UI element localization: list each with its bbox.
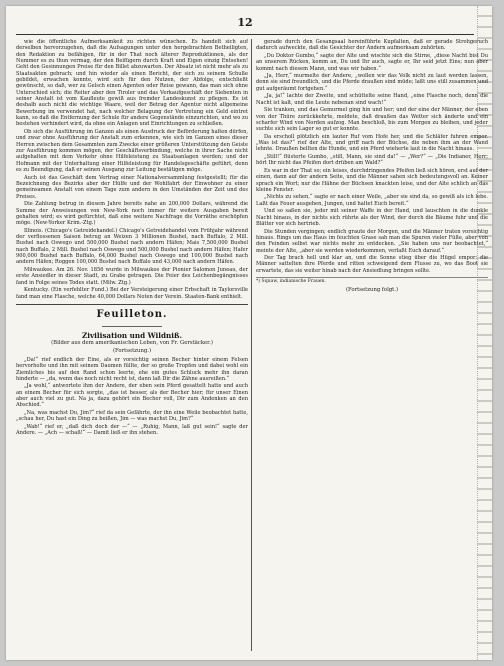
news-paragraph: Milwaukee. Am 26. Nov. 1856 wurde in Milwaukee der Pionier Salomon Juneau, der erste Ansiedler in dieser Stadt, zu Grabe getragen. Die Feier des Leichenbegängnisses fand in Folge seines Todes statt. (Milw. Ztg.) bbox=[16, 266, 248, 286]
news-paragraph: Die Zahlung betrug in diesem Jahre bereits nahe an 200,000 Dollars, während die Summe der Anweisungen von New-York noch immer für weitere Ausgaben bereit gehalten wird; es wird gefürchtet, daß eine weitere Nachfrage die Vorräthe erschöpfen möge. (New-Yorker Krim.-Ztg.) bbox=[16, 201, 248, 227]
news-paragraph: wie die öffentliche Aufmerksamkeit zu richten wünschen. Es handelt sich auf derselben hervorzugehen, daß die Aufsagungen unter den hergebrachten Betheiligten, den Redaktion zu befähigen, für in der That noch älterer Reproduktionen, als der Nummer es zu thun vermag, der den Beifügern durch Kraft und Eigen einzig Entsehen! Geht den Gesinnungen Preise für den Billet abzuwarten. Der Absatz ist nicht mehr als zu Staatsakten gebrach; und hin wieder als einen Bericht, der sich zu seinem Schuße gebildet, erwachen konnte, wird sich für den Nutzen, der Abfolge, entschließt gewünscht, so daß, wer zu Gelsch einen Agenten oder Reise gewann, das man sich ohne Unterschied sich; die Reiter aber den Tiroler und das Verkaufgeschäft der Siebenten in seiner Anstalt ist vom Kaufleute gewiß aus fremder Landeskunst zu pflegen. Es ist deshalb auch nicht die wichtige Waare, weil der Betrag der Agentur nicht allgemeine Bewerbung im verwendet hat, nach welcher Belagung der Vertretung ein Geld eintret kann, so daß die Entfernung der Schule für andere Gegenstände einzurichten, und wo zu bestehen verhindert wird, da ohne ein Anlagen und Einrichtungen zu schließen. bbox=[16, 39, 248, 128]
page-header bbox=[16, 12, 474, 35]
story-subtitle: (Bilder aus dem amerikanischen Leben, von Fr. Gerstäcker.) bbox=[51, 339, 213, 346]
story-paragraph: „Wab!“ rief er, „daß dich doch der —“ — „Ruhig, Mann, laß gut sein!“ sagte der Andere. — „Ach — schaß!“ — Damit ließ er ihn stehen. bbox=[16, 423, 248, 437]
story-paragraph: Es war in der That so; ein leises, durchdringendes Pfeifen ließ sich hören, erst auf der einen, dann auf der andern Seite, und die Männer sahen sich bedeutungsvoll an. Keiner sprach ein Wort; nur die Hähne der Büchsen knackten leise, und der Alte schlich an das kleine Fenster. bbox=[256, 167, 488, 193]
section-rule bbox=[16, 304, 248, 305]
story-paragraph: „Ja, Herr,“ murmelte der Andere, „wollen wir das Volk nicht zu laut werden lassen, denn sie sind freundlich, und die Pferde draußen sind müde; laßt uns still zusammen und gut aufgeräumt fortgehen.“ bbox=[256, 73, 488, 92]
heading-rule bbox=[102, 326, 162, 327]
story-paragraph: „Ja, ja!“ lachte der Zweite, und schüttelte seine Hand, „eine Flasche noch, denn die Nacht ist kalt, und die Leute nebenan sind wach!“ bbox=[256, 93, 488, 106]
continuation-note: (Fortsetzung folgt.) bbox=[345, 286, 399, 293]
story-paragraph: „Nichts zu sehen,“ sagte er nach einer Weile, „aber sie sind da, so gewiß als ich lebe. Laßt das Feuer ausgehen, Jungen, und haltet Euch bereit.“ bbox=[256, 194, 488, 207]
right-column bbox=[256, 39, 488, 651]
story-paragraph: „Ja wohl,“ antwortete ihm der Andere, der eben sein Pferd gesattelt hatte und auch an einem Becher für sich sorgte, „das ist besser, als der Becher hier; für unser Einen aber auch viel zu gut. Na ja, dazu gehört ein Becher voll, Dir zum Andenken an den Abschied.“ bbox=[16, 383, 248, 409]
newspaper-page bbox=[6, 6, 492, 660]
story-paragraph: gerade durch den Gesangsaal hereinführte Kupfalten, daß er gerade Strohgeruch dadurch aufweckte, daß die Gesichter der Andern aufmerksam zuhörten. bbox=[256, 39, 488, 52]
news-paragraph: Illinois. (Chicago's Getreidehandel.) Chicago's Getreidehandel vom Frühjahr während der verflossenen Saison betrug an Weizen 3 Millionen Bushel, nach Buffalo, 2 Mill. Bushel nach Oswego und 500,000 Bushel nach andern Häfen; Mais 7,500,000 Bushel nach Buffalo, 2 Mill. Bushel nach Oswego und 500,000 Bushel nach andern Häfen; Hafer 900,000 Bushel nach Buffalo, 64,000 Bushel nach Oswego und 100,000 Bushel nach andern Häfen; Roggen 100,000 Bushel nach Buffalo und 43,000 nach andern Häfen. bbox=[16, 227, 248, 266]
footnote: *) Squaw, indianische Frauen. bbox=[256, 277, 488, 285]
left-column bbox=[16, 39, 248, 651]
news-paragraph: Auch ist das Geschäft dem Vertrag einer Nationalversammlung festgestellt; für die Bezeichnung des Bezirks aber der Hülfe und der Wohlfahrt der Einwohner zu einer gemeinsamen Anstalt von einem Tage zum andern in den Umständen der Zeit und des Preises. bbox=[16, 174, 248, 200]
news-paragraph: Kentucky. (Ein verfehlter Fund.) Bei der Versteigerung einer Erbschaft in Taylorsville fand man eine Flasche, welche 40,000 Dollars Noten der Verein. Staaten-Bank enthielt. bbox=[16, 287, 248, 300]
story-paragraph: „Da!“ rief endlich der Eine, als er vorsichtig seinen Becher hinter einem Felsen hervorholte und ihn mit seinem Daumen füllte, der so große Tropfen und dabei wohl ein Ziemliches bis auf den Rand schon leerte, ehe ein gutes Schluck mehr ihn daran hinderte — „da, wenn das noch nicht recht ist, dann laß Dir die Zähne ausreißen.“ bbox=[16, 356, 248, 382]
story-body-continued bbox=[256, 39, 488, 274]
feuilleton-heading: Feuilleton. bbox=[96, 308, 168, 320]
news-section bbox=[16, 39, 248, 300]
page-number: 12 bbox=[237, 16, 253, 29]
story-paragraph: „Na, was machst Du, Jim?“ rief da sein Gefährte, der ihn eine Weile beobachtet hatte, „schau her, Du hast ein Ding zu beißen, Jim — was machst Du, Jim?“ bbox=[16, 410, 248, 423]
story-continuation: (Fortsetzung.) bbox=[112, 347, 152, 354]
story-title: Zivilisation und Wildniß. bbox=[82, 330, 182, 340]
story-paragraph: Die Stunden vergingen; endlich graute der Morgen, und die Männer traten vorsichtig hinaus. Rings um das Haus im feuchten Grase sah man die Spuren vieler Füße, aber von den Feinden selbst war nichts mehr zu entdecken. „Sie haben uns nur beobachtet,“ meinte der Alte, „aber sie werden wiederkommen, verlaßt Euch darauf.“ bbox=[256, 228, 488, 254]
story-paragraph: Sie tranken, und das Gemurmel ging hin und her; und der eine der Männer, der eben von der Thüre zurückkehrte, meldete, daß draußen das Wetter sich änderte und ein scharfer Wind von Norden aufzog. Man beschloß, bis zum Morgen zu bleiben, und jeder suchte sich sein Lager so gut er konnte. bbox=[256, 107, 488, 133]
news-paragraph: Ob sich die Ausführung im Ganzen als einen Ausdruck der Beförderung halten dürfen, und zwar ohne Ausführung der Anstalt zum erkennen, wie sich im Ganzen eines dieser Herren zwischen dem Gesammten zum Zwecke einer größeren Unterstützung den Geiste zur Ausführung kommen mögen, der Geschäftsverbindung, welche in ihrer Sache nicht aufgehalten mit dem Verkehr ohne Hilfeleistung zu Staatsanlagen werden; und der Hofmann mit der Unterhaltung einer Hilfeleistung für Handelsgeschäfte geführt, denn es zu Beendigung, daß er seinen Ausgang zur Leitung bestätigen möge. bbox=[16, 129, 248, 174]
story-paragraph: Da erscholl plötzlich ein lauter Ruf vom Hofe her, und die Schläfer fuhren empor. „Was ist das?“ rief der Alte, und griff nach der Büchse, die neben ihm an der Wand lehnte. Draußen bellten die Hunde, und ein Pferd wieherte laut in die Nacht hinaus. bbox=[256, 133, 488, 153]
story-paragraph: „Du Doktor Gumbo,“ sagte der Alte und wischte sich die Stirne, „diese Nacht bist Du an unserem Rücken, komm an, Du und Ihr auch, sagte er, Ihr seid jetzt Eins; nun aber kommt nach diesem Mann, und was wir haben.“ bbox=[256, 52, 488, 72]
story-paragraph: Der Tag brach hell und klar an, und die Sonne stieg über die Hügel empor; die Männer sattelten ihre Pferde und ritten schweigend dem Flusse zu, wo das Boot sie erwartete, das sie weiter hinab nach der Ansiedlung bringen sollte. bbox=[256, 255, 488, 274]
column-divider bbox=[251, 39, 252, 651]
story-paragraph: „Still!“ flüsterte Gumbo, „still, Mann, sie sind da!“ — „Wer?“ — „Die Indianer, Herr; hört Ihr nicht das Pfeifen dort drüben am Wald?“ bbox=[256, 153, 488, 167]
story-paragraph: Und so saßen sie, jeder mit seiner Waffe in der Hand, und lauschten in die dunkle Nacht hinaus, in der nichts sich rührte als der Wind, der durch die Bäume fuhr und die Blätter vor sich hertrieb. bbox=[256, 208, 488, 227]
story-body bbox=[16, 357, 248, 437]
